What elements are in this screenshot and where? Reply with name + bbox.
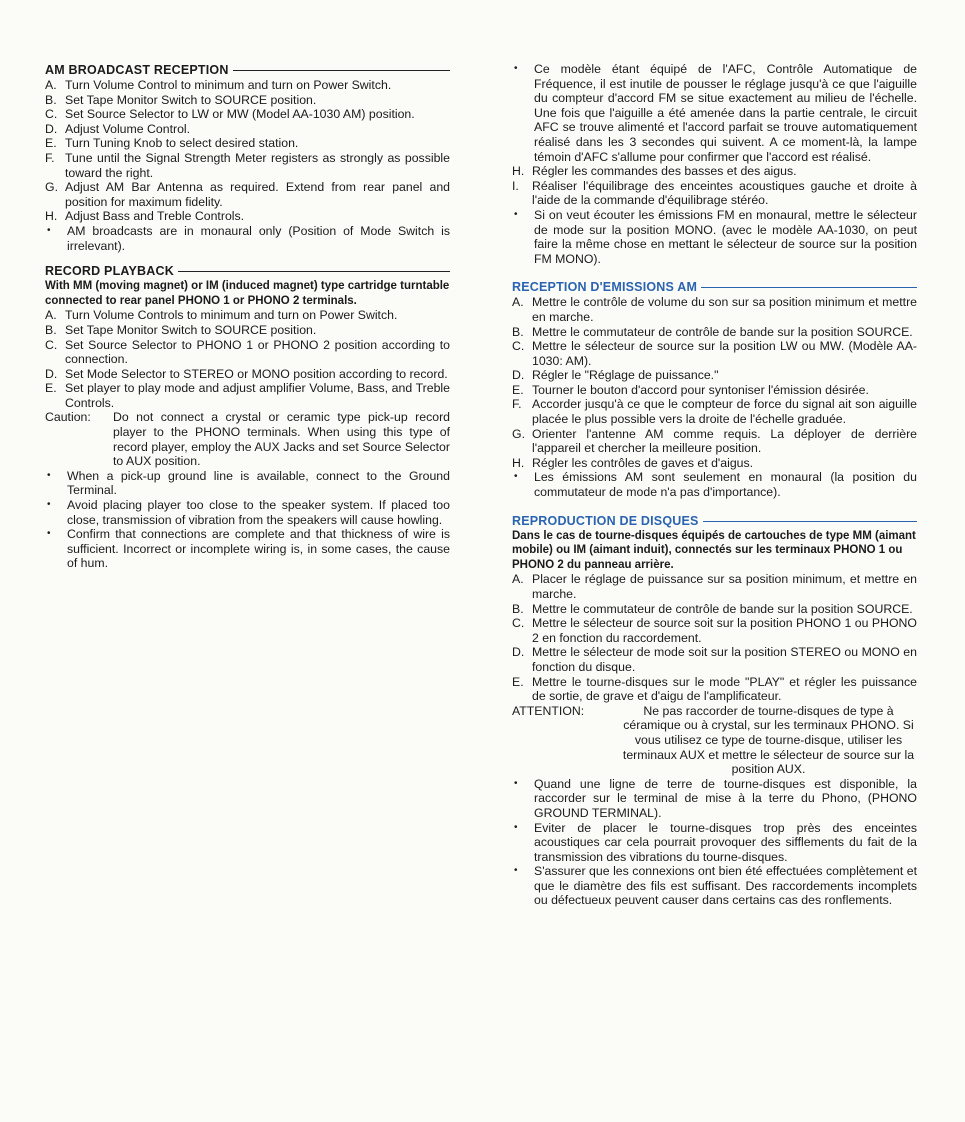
left-column — [45, 62, 450, 581]
item-marker: E. — [512, 674, 524, 689]
item-marker: G. — [45, 180, 58, 195]
reproduction-disques-section — [512, 513, 917, 908]
section-heading — [512, 279, 917, 295]
item-text: Mettre le commutateur de contrôle de bande sur la position SOURCE. — [532, 324, 913, 339]
item-marker: E. — [512, 382, 524, 397]
item-marker: • — [47, 224, 51, 236]
list-item — [512, 397, 917, 426]
list-item — [512, 645, 917, 674]
item-marker: C. — [45, 107, 58, 122]
section-intro: Dans le cas de tourne-disques équipés de cartouches de type MM (aimant mobile) ou IM (aimant induit), connectés sur les terminaux PHONO 1 ou PHONO 2 du panneau arrière. — [512, 529, 916, 571]
note-list — [512, 777, 917, 908]
item-text: Set Mode Selector to STEREO or MONO position according to record. — [65, 366, 448, 381]
item-marker: H. — [45, 209, 58, 224]
list-item — [45, 527, 450, 571]
caution-label: ATTENTION: — [512, 703, 585, 718]
record-playback-section — [45, 263, 450, 571]
item-text: Orienter l'antenne AM comme requis. La déployer de derrière l'appareil et chercher la meilleure position. — [532, 426, 917, 456]
item-text: Mettre le contrôle de volume du son sur sa position minimum et mettre en marche. — [532, 295, 917, 324]
instruction-list — [512, 572, 917, 703]
item-text: Si on veut écouter les émissions FM en monaural, mettre le sélecteur de mode sur la position MONO. (avec le modèle AA-1030, on peut faire la même chose en mettant le sélecteur de source sur la position FM MONO). — [534, 207, 917, 266]
list-item — [45, 367, 450, 382]
item-marker: E. — [45, 136, 57, 151]
item-text: Tourner le bouton d'accord pour syntoniser l'émission désirée. — [532, 382, 869, 397]
list-item — [512, 179, 917, 208]
item-text: Avoid placing player too close to the speaker system. If placed too close, transmission of vibration from the speakers will cause howling. — [67, 498, 450, 527]
item-text: Adjust AM Bar Antenna as required. Extend from rear panel and position for maximum fidelity. — [65, 180, 450, 209]
item-marker: • — [514, 821, 518, 833]
item-marker: E. — [45, 381, 57, 396]
item-text: Placer le réglage de puissance sur sa position minimum, et mettre en marche. — [532, 572, 917, 601]
list-item — [512, 339, 917, 368]
item-text: Adjust Volume Control. — [65, 121, 191, 136]
item-marker: H. — [512, 455, 525, 470]
item-marker: D. — [512, 368, 525, 383]
item-text: AM broadcasts are in monaural only (Position of Mode Switch is irrelevant). — [67, 223, 450, 253]
item-text: Tune until the Signal Strength Meter registers as strongly as possible toward the right. — [65, 150, 450, 180]
instruction-list — [512, 295, 917, 499]
list-item — [45, 209, 450, 224]
list-item — [512, 777, 917, 821]
item-marker: D. — [45, 366, 58, 381]
list-item — [512, 572, 917, 601]
list-item — [45, 224, 450, 253]
item-text: Eviter de placer le tourne-disques trop près des enceintes acoustiques car cela pourrait provoquer des sifflements du fait de la transmission des vibrations du tourne-disques. — [534, 820, 917, 864]
item-marker: A. — [45, 308, 57, 323]
item-text: When a pick-up ground line is available, connect to the Ground Terminal. — [67, 468, 450, 498]
item-marker: D. — [512, 645, 525, 660]
list-item — [45, 122, 450, 137]
note-list — [45, 469, 450, 571]
heading-rule — [701, 287, 917, 288]
caution-text: Ne pas raccorder de tourne-disques de type à céramique ou à crystal, sur les terminaux PHONO. Si vous utilisez ce type de tourne-disque, utiliser les terminaux AUX et mettre le sélecteur de source sur la position AUX. — [622, 703, 915, 777]
list-item — [512, 470, 917, 499]
item-text: Set Source Selector to LW or MW (Model AA-1030 AM) position. — [65, 107, 415, 122]
item-marker: A. — [512, 572, 524, 587]
am-reception-fr-section — [512, 279, 917, 499]
item-marker: • — [514, 63, 518, 74]
list-item — [512, 602, 917, 617]
item-text: Régler les contrôles de gaves et d'aigus. — [532, 455, 754, 470]
item-marker: • — [514, 777, 518, 789]
item-text: Quand une ligne de terre de tourne-disques est disponible, la raccorder sur le terminal de mise à la terre du Phono, (PHONO GROUND TERMINAL). — [534, 776, 917, 820]
list-item — [45, 469, 450, 498]
list-item — [45, 498, 450, 527]
item-text: Set player to play mode and adjust amplifier Volume, Bass, and Treble Controls. — [65, 381, 450, 410]
item-marker: • — [514, 208, 518, 220]
section-title: RECEPTION D'EMISSIONS AM — [512, 280, 698, 295]
item-marker: B. — [512, 324, 524, 339]
list-item — [512, 368, 917, 383]
item-text: Set Source Selector to PHONO 1 or PHONO 2 position according to connection. — [65, 337, 450, 367]
list-item — [512, 295, 917, 324]
list-item — [45, 93, 450, 108]
item-marker: I. — [512, 178, 519, 193]
item-text: Mettre le sélecteur de source sur la position LW ou MW. (Modèle AA-1030: AM). — [532, 339, 917, 368]
item-marker: C. — [512, 339, 525, 354]
item-marker: C. — [45, 337, 58, 352]
item-marker: • — [47, 528, 51, 540]
list-item — [512, 675, 917, 704]
item-text: Mettre le sélecteur de source soit sur la position PHONO 1 ou PHONO 2 en fonction du raccordement. — [532, 616, 917, 645]
item-marker: H. — [512, 164, 525, 179]
section-title: RECORD PLAYBACK — [45, 264, 174, 279]
section-heading — [45, 263, 450, 279]
item-marker: • — [514, 865, 518, 877]
item-text: Réaliser l'équilibrage des enceintes acoustiques gauche et droite à l'aide de la commande d'équilibrage stéréo. — [532, 178, 917, 208]
list-item — [512, 616, 917, 645]
list-item — [512, 383, 917, 398]
heading-rule — [178, 271, 450, 272]
list-item — [45, 107, 450, 122]
item-marker: D. — [45, 121, 58, 136]
heading-rule — [703, 521, 917, 522]
item-text: Mettre le sélecteur de mode soit sur la position STEREO ou MONO en fonction du disque. — [532, 645, 917, 674]
section-intro: With MM (moving magnet) or IM (induced magnet) type cartridge turntable connected to rear panel PHONO 1 or PHONO 2 terminals. — [45, 280, 450, 307]
item-text: Régler le "Réglage de puissance." — [532, 368, 719, 383]
item-marker: • — [47, 499, 51, 511]
list-item — [512, 427, 917, 456]
item-marker: G. — [512, 426, 525, 441]
list-item — [45, 323, 450, 338]
am-broadcast-section — [45, 62, 450, 253]
item-marker: B. — [512, 601, 524, 616]
list-item — [512, 456, 917, 471]
item-marker: • — [514, 471, 518, 483]
item-marker: B. — [45, 322, 57, 337]
item-text: Confirm that connections are complete and that thickness of wire is sufficient. Incorrect or incomplete wiring is, in some cases, the cause of hum. — [67, 527, 450, 571]
item-text: Set Tape Monitor Switch to SOURCE position. — [65, 322, 317, 337]
list-item — [512, 325, 917, 340]
item-marker: B. — [45, 92, 57, 107]
instruction-list — [512, 62, 917, 266]
item-marker: • — [47, 469, 51, 481]
item-text: Accorder jusqu'à ce que le compteur de force du signal ait son aiguille placée le plus possible vers la droite de l'échelle graduée. — [532, 397, 917, 427]
item-text: Adjust Bass and Treble Controls. — [65, 209, 245, 224]
list-item — [45, 151, 450, 180]
section-heading — [512, 513, 917, 529]
item-marker: C. — [512, 616, 525, 631]
caution-text: Do not connect a crystal or ceramic type pick-up record player to the PHONO terminals. When using this type of record player, employ the AUX Jacks and set Source Selector to AUX position. — [113, 410, 450, 469]
item-text: Mettre le tourne-disques sur le mode "PLAY" et régler les puissance de sortie, de grave et d'aigu de l'amplificateur. — [532, 674, 917, 704]
list-item — [512, 821, 917, 865]
item-text: Les émissions AM sont seulement en monaural (la position du commutateur de mode n'a pas d'importance). — [534, 470, 917, 500]
item-marker: F. — [512, 397, 522, 412]
list-item — [45, 78, 450, 93]
list-item — [45, 308, 450, 323]
item-text: Turn Volume Control to minimum and turn on Power Switch. — [65, 78, 392, 92]
item-marker: A. — [512, 295, 524, 310]
section-title: AM BROADCAST RECEPTION — [45, 63, 229, 77]
right-column — [512, 62, 917, 921]
item-text: Turn Volume Controls to minimum and turn on Power Switch. — [65, 308, 398, 323]
item-text: Mettre le commutateur de contrôle de bande sur la position SOURCE. — [532, 601, 913, 616]
list-item — [512, 208, 917, 266]
item-text: S'assurer que les connexions ont bien été effectuées complètement et que le diamètre des fils est suffisant. Des raccordements incomplets ou défectueux peuvent causer dans certains cas des ronflements. — [534, 864, 917, 908]
list-item — [512, 62, 917, 164]
item-marker: A. — [45, 78, 57, 92]
item-text: Set Tape Monitor Switch to SOURCE position. — [65, 92, 317, 107]
section-heading — [45, 62, 450, 78]
list-item — [512, 164, 917, 179]
caution-note — [45, 410, 450, 468]
instruction-list — [45, 308, 450, 410]
item-text: Turn Tuning Knob to select desired station. — [65, 136, 299, 151]
caution-label: Caution: — [45, 410, 91, 425]
item-text: Ce modèle étant équipé de l'AFC, Contrôle Automatique de Fréquence, il est inutile de pousser le réglage jusqu'à ce que l'aiguille du compteur d'accord FM se situe exactement au milieu de l'échelle. Une fois que l'aiguille a été amenée dans la partie centrale, le circuit AFC se trouve alimenté et l'accord parfait se trouve automatiquement réalisé dans les 3 secondes qui suivent. A ce moment-là, la lampe témoin d'AFC s'allume pour confirmer que l'accord est réalisé. — [534, 62, 917, 164]
item-marker: F. — [45, 150, 55, 165]
list-item — [45, 381, 450, 410]
instruction-list — [45, 78, 450, 253]
heading-rule — [233, 70, 450, 71]
list-item — [45, 180, 450, 209]
item-text: Régler les commandes des basses et des aigus. — [532, 164, 797, 179]
list-item — [45, 338, 450, 367]
list-item — [45, 136, 450, 151]
caution-note — [512, 704, 917, 777]
section-title: REPRODUCTION DE DISQUES — [512, 513, 699, 528]
list-item — [512, 864, 917, 908]
fm-continuation-section — [512, 62, 917, 266]
